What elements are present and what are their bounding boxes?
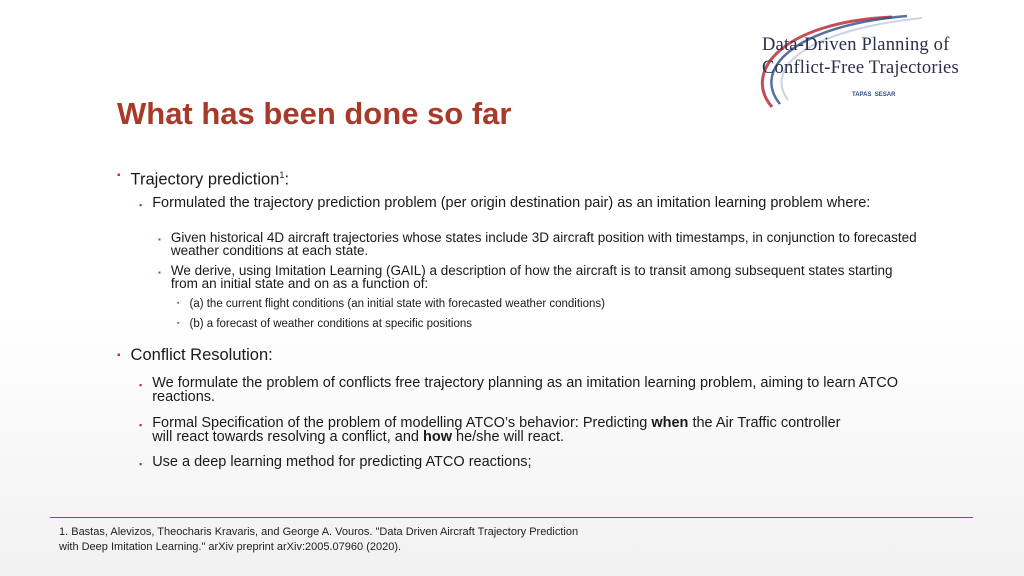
- logo-line-1: Data-Driven Planning of: [762, 35, 950, 55]
- bullet-formulated: [139, 196, 909, 210]
- section2-item3: Use a deep learning method for predicting ATCO reactions;: [152, 454, 532, 470]
- partner-logo: [852, 92, 895, 98]
- section2-item2-mid: the Air Traffic controller will react towards resolving a conflict, and: [152, 415, 841, 445]
- bullet-marker: ▪: [139, 380, 143, 390]
- section1-item1: Formulated the trajectory prediction problem (per origin destination pair) as an imitation learning problem where:: [152, 195, 871, 211]
- bullet-marker: ▪: [158, 235, 161, 244]
- bullet-marker: ▪: [177, 300, 180, 307]
- bullet-formal-specification: [139, 416, 859, 444]
- bullet-current-flight: [177, 298, 877, 311]
- slide-title: What has been done so far: [117, 96, 512, 131]
- section2-item1: We formulate the problem of conflicts free trajectory planning as an imitation learning problem, aiming to learn ATCO reactions.: [152, 375, 898, 405]
- footnote: 1. Bastas, Alevizos, Theocharis Kravaris, and George A. Vouros. "Data Driven Aircraft Trajectory Prediction with Deep Imitation Learning." arXiv preprint arXiv:2005.07960 (2020).: [59, 526, 579, 553]
- section1-subsub2: (b) a forecast of weather conditions at specific positions: [189, 318, 473, 330]
- bullet-forecast-weather: [177, 318, 877, 331]
- bullet-marker: ▪: [139, 420, 143, 430]
- bullet-marker: ▪: [177, 320, 180, 327]
- section1-subsub1: (a) the current flight conditions (an initial state with forecasted weather conditions): [189, 298, 605, 310]
- bullet-marker: ▪: [117, 170, 121, 181]
- section1-sub2: We derive, using Imitation Learning (GAIL) a description of how the aircraft is to transit among subsequent states starting from an initial state and on as a function of:: [170, 263, 893, 291]
- section2-heading: Conflict Resolution:: [130, 346, 273, 364]
- bullet-we-formulate: [139, 376, 909, 404]
- logo-text: [762, 34, 959, 80]
- section1-sub1: Given historical 4D aircraft trajectories whose states include 3D aircraft position with timestamps, in conjunction to forecasted weather conditions at each state.: [170, 230, 917, 258]
- bullet-given-historical: [158, 232, 918, 257]
- project-logo: [742, 12, 1004, 112]
- section2-item2-pre: Formal Specification of the problem of modelling ATCO’s behavior: Predicting: [152, 415, 652, 431]
- heading-colon: :: [284, 170, 290, 189]
- bullet-marker: ▪: [139, 200, 143, 210]
- section1-heading: Trajectory prediction: [130, 170, 280, 189]
- partner-sub: TAPAS: [852, 92, 872, 98]
- bullet-marker: ▪: [158, 268, 161, 277]
- bullet-deep-learning: [139, 455, 909, 469]
- emphasis-how: how: [423, 429, 452, 445]
- bullet-marker: ▪: [117, 350, 121, 361]
- footer-rule: [50, 517, 973, 518]
- bullet-marker: ▪: [139, 459, 143, 469]
- bullet-we-derive: [158, 265, 898, 290]
- footnote-ref: 1: [279, 170, 285, 180]
- emphasis-when: when: [651, 415, 689, 431]
- bullet-trajectory-prediction: [117, 166, 289, 190]
- bullet-conflict-resolution: [117, 346, 273, 365]
- section2-item2-post: he/she will react.: [452, 429, 565, 445]
- partner-label: SESAR: [874, 92, 896, 98]
- logo-line-2: Conflict-Free Trajectories: [762, 58, 959, 78]
